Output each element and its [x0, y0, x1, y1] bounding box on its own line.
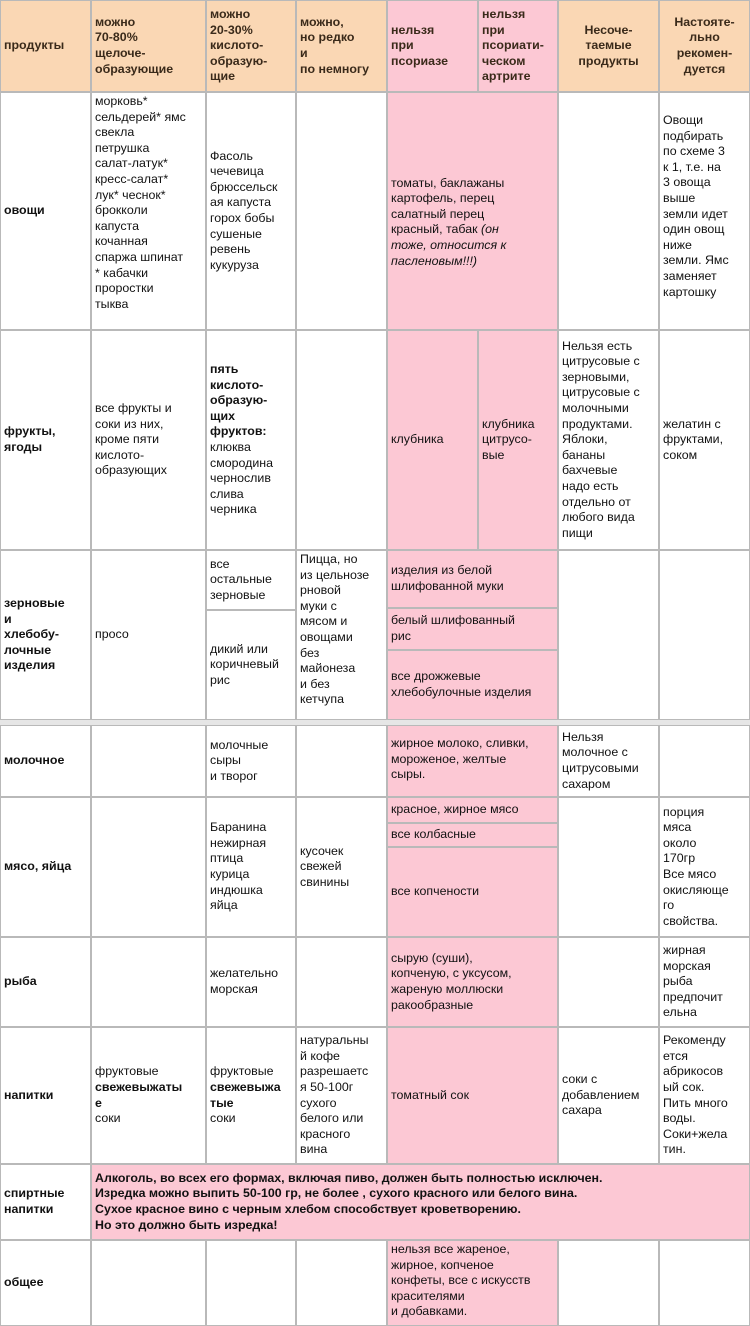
- header-alkaline: можно 70-80% щелоче- образующие: [91, 0, 206, 92]
- grains-recommended: [659, 550, 750, 720]
- fruits-alkaline: все фрукты и соки из них, кроме пяти кислото- образующих: [91, 330, 206, 550]
- row-label-fish: рыба: [0, 937, 91, 1027]
- dairy-alkaline: [91, 725, 206, 797]
- fruits-recommended: желатин с фруктами, соком: [659, 330, 750, 550]
- general-alkaline: [91, 1240, 206, 1326]
- row-label-vegetables: овощи: [0, 92, 91, 330]
- header-no-psoriasis: нельзя при псориазе: [387, 0, 478, 92]
- grains-forbidden-3: все дрожжевые хлебобулочные изделия: [387, 650, 558, 720]
- fruits-incompatible: Нельзя есть цитрусовые с зерновыми, цитрусовые с молочными продуктами. Яблоки, бананы бахчевые надо есть отдельно от любого вида пищи: [558, 330, 659, 550]
- general-incompatible: [558, 1240, 659, 1326]
- drinks-alkaline: [91, 1027, 206, 1164]
- general-acid: [206, 1240, 296, 1326]
- row-label-dairy: молочное: [0, 725, 91, 797]
- vegetables-acid: Фасоль чечевица брюссельск ая капуста горох бобы сушеные ревень кукуруза: [206, 92, 296, 330]
- fish-alkaline: [91, 937, 206, 1027]
- vegetables-recommended: Овощи подбирать по схеме 3 к 1, т.е. на 3 овоща выше земли идет один овощ ниже земли. Ямс заменяет картошку: [659, 92, 750, 330]
- fish-recommended: жирная морская рыба предпочит ельна: [659, 937, 750, 1027]
- header-acid: можно 20-30% кислото- образую- щие: [206, 0, 296, 92]
- vegetables-forbidden-note: (он тоже, относится к пасленовым!!!): [391, 222, 507, 268]
- grains-alkaline: просо: [91, 550, 206, 720]
- general-forbidden: нельзя все жареное, жирное, копченое конфеты, все с искусств красителями и добавками.: [387, 1240, 558, 1326]
- fish-forbidden: сырую (суши), копченую, с уксусом, жареную моллюски ракообразные: [387, 937, 558, 1027]
- header-products: продукты: [0, 0, 91, 92]
- row-label-general: общее: [0, 1240, 91, 1326]
- fruits-acid-list: клюква смородина чернослив слива черника: [210, 440, 273, 517]
- drinks-acid-b: свежевыжа тые: [210, 1079, 281, 1110]
- drinks-alkaline-c: соки: [95, 1111, 121, 1126]
- meat-recommended: порция мяса около 170гр Все мясо окисляюще го свойства.: [659, 797, 750, 937]
- row-label-alcohol: спиртные напитки: [0, 1164, 91, 1240]
- row-label-grains: зерновые и хлебобу- лочные изделия: [0, 550, 91, 720]
- meat-acid: Баранина нежирная птица курица индюшка яйца: [206, 797, 296, 937]
- fish-rarely: [296, 937, 387, 1027]
- meat-forbidden-3: все копчености: [387, 847, 558, 937]
- vegetables-forbidden: [387, 92, 558, 330]
- grains-incompatible: [558, 550, 659, 720]
- grains-acid-2: дикий или коричневый рис: [206, 610, 296, 720]
- general-recommended: [659, 1240, 750, 1326]
- row-label-meat: мясо, яйца: [0, 797, 91, 937]
- vegetables-forbidden-main: томаты, баклажаны картофель, перец салатный перец красный, табак: [391, 175, 505, 237]
- drinks-acid: [206, 1027, 296, 1164]
- header-recommended: Настояте- льно рекомен- дуется: [659, 0, 750, 92]
- header-incompatible: Несоче- таемые продукты: [558, 0, 659, 92]
- dairy-acid: молочные сыры и творог: [206, 725, 296, 797]
- drinks-alkaline-a: фруктовые: [95, 1064, 159, 1079]
- dairy-forbidden: жирное молоко, сливки, мороженое, желтые сыры.: [387, 725, 558, 797]
- drinks-acid-a: фруктовые: [210, 1064, 274, 1079]
- meat-incompatible: [558, 797, 659, 937]
- dairy-incompatible: Нельзя молочное с цитрусовыми сахаром: [558, 725, 659, 797]
- dairy-rarely: [296, 725, 387, 797]
- drinks-alkaline-b: свежевыжаты е: [95, 1079, 183, 1110]
- fruits-no-arthritis: клубника цитрусо- вые: [478, 330, 558, 550]
- fruits-acid-title: пять кислото- образую- щих фруктов:: [210, 362, 268, 439]
- fruits-acid: [206, 330, 296, 550]
- meat-forbidden-2: все колбасные: [387, 823, 558, 847]
- fish-incompatible: [558, 937, 659, 1027]
- row-label-drinks: напитки: [0, 1027, 91, 1164]
- meat-rarely: кусочек свежей свинины: [296, 797, 387, 937]
- drinks-incompatible: соки с добавлением сахара: [558, 1027, 659, 1164]
- dairy-recommended: [659, 725, 750, 797]
- general-rarely: [296, 1240, 387, 1326]
- grains-forbidden-2: белый шлифованный рис: [387, 608, 558, 650]
- meat-forbidden-1: красное, жирное мясо: [387, 797, 558, 823]
- fruits-rarely: [296, 330, 387, 550]
- drinks-acid-c: соки: [210, 1111, 236, 1126]
- meat-alkaline: [91, 797, 206, 937]
- drinks-recommended: Рекоменду ется абрикосов ый сок. Пить много воды. Соки+жела тин.: [659, 1027, 750, 1164]
- drinks-forbidden: томатный сок: [387, 1027, 558, 1164]
- vegetables-rarely: [296, 92, 387, 330]
- drinks-rarely: натуральны й кофе разрешаетс я 50-100г сухого белого или красного вина: [296, 1027, 387, 1164]
- vegetables-alkaline: морковь* сельдерей* ямс свекла петрушка салат-латук* кресс-салат* лук* чеснок* брокколи капуста кочанная спаржа шпинат * кабачки проростки тыква: [91, 92, 206, 330]
- header-no-arthritis: нельзя при псориати- ческом артрите: [478, 0, 558, 92]
- grains-rarely: Пицца, но из цельнозе рновой муки с мясом и овощами без майонеза и без кетчупа: [296, 550, 387, 720]
- vegetables-incompatible: [558, 92, 659, 330]
- grains-forbidden-1: изделия из белой шлифованной муки: [387, 550, 558, 608]
- fish-acid: желательно морская: [206, 937, 296, 1027]
- header-rarely: можно, но редко и по немногу: [296, 0, 387, 92]
- alcohol-text: Алкоголь, во всех его формах, включая пиво, должен быть полностью исключен. Изредка можно выпить 50-100 гр, не более , сухого красного или белого вина. Сухое красное вино с черным хлебом способствует кроветворению. Но это должно быть изредка!: [91, 1164, 750, 1240]
- row-label-fruits: фрукты, ягоды: [0, 330, 91, 550]
- fruits-no-psoriasis: клубника: [387, 330, 478, 550]
- grains-acid-1: все остальные зерновые: [206, 550, 296, 610]
